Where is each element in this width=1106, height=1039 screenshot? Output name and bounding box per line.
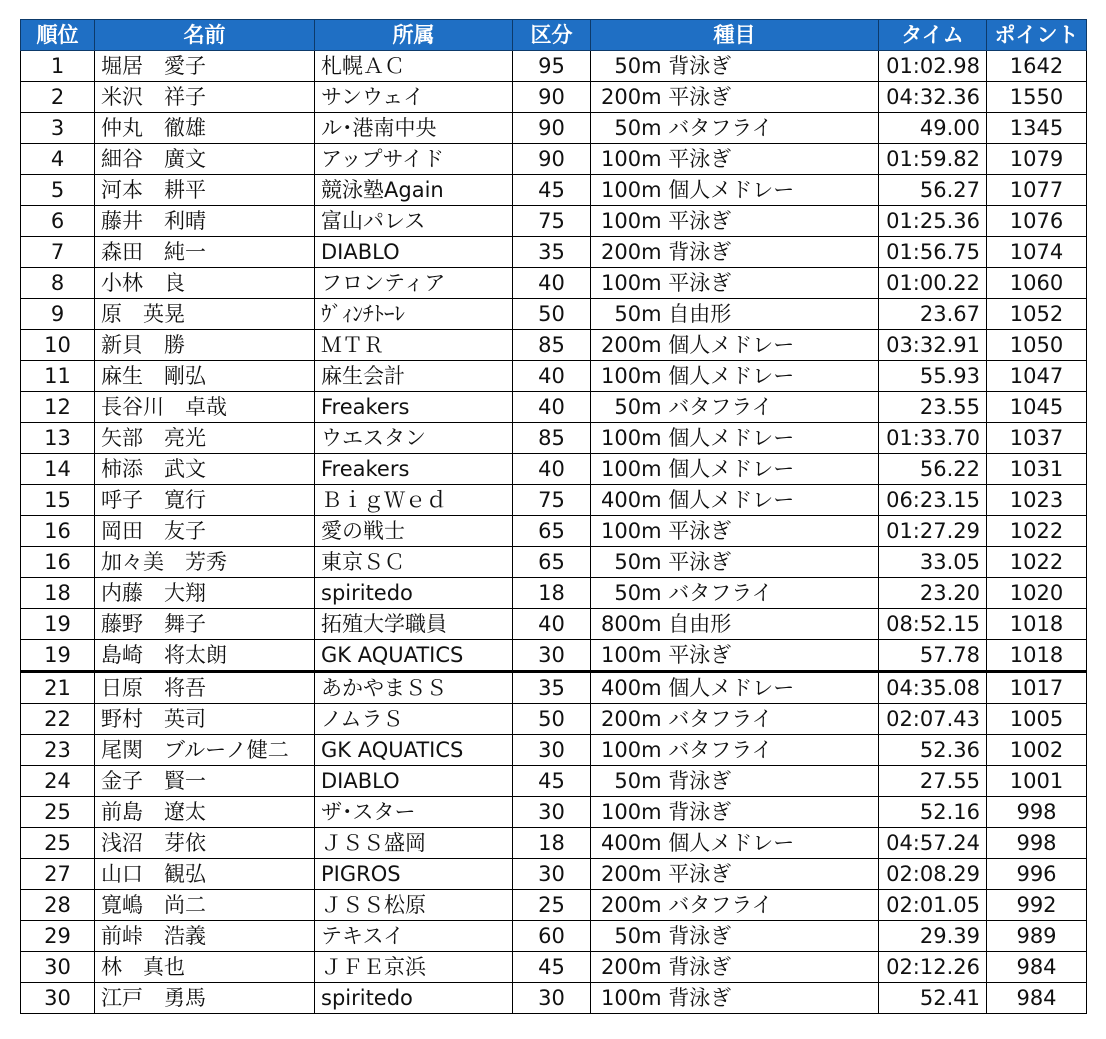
cell-division: 30	[513, 640, 591, 672]
cell-affiliation: spiritedo	[315, 983, 513, 1014]
cell-rank: 30	[21, 952, 95, 983]
cell-event: 400m 個人メドレー	[591, 828, 879, 859]
cell-rank: 12	[21, 392, 95, 423]
cell-division: 30	[513, 797, 591, 828]
cell-name: 矢部 亮光	[95, 423, 315, 454]
cell-points: 1022	[987, 516, 1087, 547]
cell-points: 1079	[987, 144, 1087, 175]
cell-event: 100m 個人メドレー	[591, 175, 879, 206]
cell-division: 35	[513, 237, 591, 268]
cell-division: 45	[513, 766, 591, 797]
cell-division: 60	[513, 921, 591, 952]
cell-name: 前島 遼太	[95, 797, 315, 828]
cell-division: 85	[513, 330, 591, 361]
cell-event: 100m 平泳ぎ	[591, 268, 879, 299]
cell-event: 400m 個人メドレー	[591, 485, 879, 516]
cell-event: 100m 個人メドレー	[591, 361, 879, 392]
cell-name: 島崎 将太朗	[95, 640, 315, 672]
table-row	[21, 547, 1087, 578]
cell-division: 40	[513, 392, 591, 423]
cell-name: 藤井 利晴	[95, 206, 315, 237]
table-row	[21, 735, 1087, 766]
cell-affiliation: GK AQUATICS	[315, 640, 513, 672]
cell-event: 50m バタフライ	[591, 113, 879, 144]
cell-affiliation: フロンティア	[315, 268, 513, 299]
cell-points: 1074	[987, 237, 1087, 268]
cell-affiliation: ザ･スター	[315, 797, 513, 828]
cell-name: 原 英晃	[95, 299, 315, 330]
cell-name: 野村 英司	[95, 704, 315, 735]
cell-name: 新貝 勝	[95, 330, 315, 361]
cell-time: 49.00	[879, 113, 987, 144]
cell-event: 200m バタフライ	[591, 704, 879, 735]
cell-time: 01:33.70	[879, 423, 987, 454]
cell-event: 50m バタフライ	[591, 392, 879, 423]
table-row	[21, 952, 1087, 983]
cell-time: 01:02.98	[879, 51, 987, 82]
table-row	[21, 640, 1087, 672]
cell-points: 1001	[987, 766, 1087, 797]
cell-affiliation: ＢｉｇＷｅｄ	[315, 485, 513, 516]
cell-points: 1045	[987, 392, 1087, 423]
cell-rank: 16	[21, 516, 95, 547]
cell-points: 998	[987, 797, 1087, 828]
cell-rank: 22	[21, 704, 95, 735]
cell-division: 25	[513, 890, 591, 921]
cell-time: 01:59.82	[879, 144, 987, 175]
header-division: 区分	[513, 20, 591, 51]
cell-name: 加々美 芳秀	[95, 547, 315, 578]
cell-rank: 1	[21, 51, 95, 82]
header-rank: 順位	[21, 20, 95, 51]
cell-event: 100m 平泳ぎ	[591, 516, 879, 547]
cell-rank: 7	[21, 237, 95, 268]
cell-affiliation: 愛の戦士	[315, 516, 513, 547]
cell-affiliation: spiritedo	[315, 578, 513, 609]
cell-affiliation: 東京ＳＣ	[315, 547, 513, 578]
cell-time: 04:32.36	[879, 82, 987, 113]
cell-rank: 8	[21, 268, 95, 299]
cell-event: 200m 個人メドレー	[591, 330, 879, 361]
cell-points: 1642	[987, 51, 1087, 82]
header-row	[21, 20, 1087, 51]
cell-affiliation: DIABLO	[315, 237, 513, 268]
table-row	[21, 330, 1087, 361]
cell-name: 林 真也	[95, 952, 315, 983]
cell-event: 100m 平泳ぎ	[591, 206, 879, 237]
cell-time: 55.93	[879, 361, 987, 392]
ranking-table	[20, 19, 1087, 1014]
table-row	[21, 299, 1087, 330]
cell-name: 尾関 ブルーノ健二	[95, 735, 315, 766]
cell-affiliation: ル･港南中央	[315, 113, 513, 144]
table-row	[21, 704, 1087, 735]
cell-points: 1076	[987, 206, 1087, 237]
cell-points: 1052	[987, 299, 1087, 330]
header-points: ポイント	[987, 20, 1087, 51]
table-body	[21, 51, 1087, 1014]
cell-affiliation: Freakers	[315, 392, 513, 423]
cell-rank: 23	[21, 735, 95, 766]
cell-name: 柿添 武文	[95, 454, 315, 485]
cell-points: 998	[987, 828, 1087, 859]
cell-event: 100m 平泳ぎ	[591, 640, 879, 672]
table-row	[21, 609, 1087, 640]
cell-rank: 15	[21, 485, 95, 516]
cell-time: 01:00.22	[879, 268, 987, 299]
cell-points: 1022	[987, 547, 1087, 578]
cell-rank: 3	[21, 113, 95, 144]
cell-affiliation: ウエスタン	[315, 423, 513, 454]
cell-points: 1017	[987, 672, 1087, 704]
cell-event: 200m 背泳ぎ	[591, 952, 879, 983]
cell-rank: 18	[21, 578, 95, 609]
cell-name: 細谷 廣文	[95, 144, 315, 175]
cell-division: 35	[513, 672, 591, 704]
cell-division: 90	[513, 144, 591, 175]
cell-points: 984	[987, 952, 1087, 983]
cell-time: 23.55	[879, 392, 987, 423]
header-time: タイム	[879, 20, 987, 51]
cell-name: 藤野 舞子	[95, 609, 315, 640]
cell-time: 04:35.08	[879, 672, 987, 704]
cell-division: 90	[513, 82, 591, 113]
cell-affiliation: ＪＳＳ盛岡	[315, 828, 513, 859]
cell-time: 29.39	[879, 921, 987, 952]
cell-event: 100m バタフライ	[591, 735, 879, 766]
cell-name: 前峠 浩義	[95, 921, 315, 952]
ranking-table-container	[20, 19, 1087, 1014]
cell-event: 200m 平泳ぎ	[591, 859, 879, 890]
cell-event: 400m 個人メドレー	[591, 672, 879, 704]
cell-division: 90	[513, 113, 591, 144]
cell-event: 50m 背泳ぎ	[591, 51, 879, 82]
cell-affiliation: 拓殖大学職員	[315, 609, 513, 640]
cell-affiliation: Freakers	[315, 454, 513, 485]
cell-points: 989	[987, 921, 1087, 952]
cell-name: 山口 観弘	[95, 859, 315, 890]
cell-points: 1020	[987, 578, 1087, 609]
cell-event: 100m 個人メドレー	[591, 423, 879, 454]
cell-division: 40	[513, 609, 591, 640]
cell-rank: 16	[21, 547, 95, 578]
cell-time: 52.41	[879, 983, 987, 1014]
cell-points: 1018	[987, 640, 1087, 672]
cell-affiliation: PIGROS	[315, 859, 513, 890]
cell-name: 麻生 剛弘	[95, 361, 315, 392]
cell-rank: 27	[21, 859, 95, 890]
cell-division: 30	[513, 859, 591, 890]
cell-affiliation: あかやまＳＳ	[315, 672, 513, 704]
cell-division: 95	[513, 51, 591, 82]
cell-affiliation: アップサイド	[315, 144, 513, 175]
table-row	[21, 828, 1087, 859]
cell-points: 1060	[987, 268, 1087, 299]
cell-rank: 25	[21, 797, 95, 828]
cell-name: 日原 将吾	[95, 672, 315, 704]
cell-affiliation: GK AQUATICS	[315, 735, 513, 766]
cell-event: 50m 背泳ぎ	[591, 921, 879, 952]
cell-affiliation: 富山パレス	[315, 206, 513, 237]
cell-time: 01:27.29	[879, 516, 987, 547]
header-affiliation: 所属	[315, 20, 513, 51]
cell-event: 200m バタフライ	[591, 890, 879, 921]
table-row	[21, 890, 1087, 921]
cell-event: 800m 自由形	[591, 609, 879, 640]
cell-event: 100m 個人メドレー	[591, 454, 879, 485]
cell-division: 40	[513, 454, 591, 485]
cell-time: 02:07.43	[879, 704, 987, 735]
header-event: 種目	[591, 20, 879, 51]
cell-rank: 19	[21, 640, 95, 672]
cell-time: 02:01.05	[879, 890, 987, 921]
cell-time: 01:25.36	[879, 206, 987, 237]
cell-division: 18	[513, 828, 591, 859]
cell-name: 岡田 友子	[95, 516, 315, 547]
table-row	[21, 392, 1087, 423]
cell-division: 50	[513, 704, 591, 735]
cell-points: 996	[987, 859, 1087, 890]
cell-time: 52.36	[879, 735, 987, 766]
cell-event: 100m 背泳ぎ	[591, 983, 879, 1014]
table-row	[21, 206, 1087, 237]
cell-name: 長谷川 卓哉	[95, 392, 315, 423]
cell-points: 1550	[987, 82, 1087, 113]
table-row	[21, 82, 1087, 113]
cell-points: 1050	[987, 330, 1087, 361]
cell-time: 57.78	[879, 640, 987, 672]
cell-affiliation: ノムラＳ	[315, 704, 513, 735]
cell-rank: 19	[21, 609, 95, 640]
cell-time: 01:56.75	[879, 237, 987, 268]
cell-points: 1077	[987, 175, 1087, 206]
cell-rank: 6	[21, 206, 95, 237]
cell-division: 45	[513, 952, 591, 983]
cell-time: 04:57.24	[879, 828, 987, 859]
cell-rank: 4	[21, 144, 95, 175]
cell-points: 1345	[987, 113, 1087, 144]
table-row	[21, 485, 1087, 516]
cell-time: 56.22	[879, 454, 987, 485]
cell-time: 02:12.26	[879, 952, 987, 983]
cell-rank: 14	[21, 454, 95, 485]
cell-event: 100m 平泳ぎ	[591, 144, 879, 175]
cell-event: 50m 自由形	[591, 299, 879, 330]
cell-points: 1018	[987, 609, 1087, 640]
cell-affiliation: ＪＳＳ松原	[315, 890, 513, 921]
table-row	[21, 361, 1087, 392]
cell-event: 200m 平泳ぎ	[591, 82, 879, 113]
header-name: 名前	[95, 20, 315, 51]
cell-name: 河本 耕平	[95, 175, 315, 206]
cell-time: 52.16	[879, 797, 987, 828]
table-row	[21, 578, 1087, 609]
cell-event: 50m 背泳ぎ	[591, 766, 879, 797]
cell-rank: 25	[21, 828, 95, 859]
cell-affiliation: ＭＴＲ	[315, 330, 513, 361]
cell-rank: 11	[21, 361, 95, 392]
table-row	[21, 766, 1087, 797]
table-row	[21, 237, 1087, 268]
cell-affiliation: ｳﾞｨﾝﾁﾄｰﾚ	[315, 299, 513, 330]
cell-name: 金子 賢一	[95, 766, 315, 797]
cell-points: 992	[987, 890, 1087, 921]
cell-rank: 21	[21, 672, 95, 704]
cell-rank: 2	[21, 82, 95, 113]
table-row	[21, 516, 1087, 547]
cell-name: 浅沼 芽依	[95, 828, 315, 859]
cell-division: 65	[513, 516, 591, 547]
table-row	[21, 859, 1087, 890]
cell-name: 小林 良	[95, 268, 315, 299]
cell-points: 984	[987, 983, 1087, 1014]
table-row	[21, 51, 1087, 82]
cell-name: 堀居 愛子	[95, 51, 315, 82]
table-row	[21, 983, 1087, 1014]
cell-name: 仲丸 徹雄	[95, 113, 315, 144]
cell-time: 03:32.91	[879, 330, 987, 361]
cell-points: 1047	[987, 361, 1087, 392]
table-row	[21, 144, 1087, 175]
cell-points: 1031	[987, 454, 1087, 485]
cell-rank: 30	[21, 983, 95, 1014]
cell-time: 08:52.15	[879, 609, 987, 640]
cell-rank: 28	[21, 890, 95, 921]
table-row	[21, 175, 1087, 206]
cell-event: 100m 背泳ぎ	[591, 797, 879, 828]
cell-points: 1002	[987, 735, 1087, 766]
cell-event: 200m 背泳ぎ	[591, 237, 879, 268]
cell-affiliation: DIABLO	[315, 766, 513, 797]
cell-points: 1005	[987, 704, 1087, 735]
cell-time: 23.67	[879, 299, 987, 330]
table-row	[21, 797, 1087, 828]
cell-affiliation: 札幌ＡＣ	[315, 51, 513, 82]
cell-division: 18	[513, 578, 591, 609]
cell-division: 65	[513, 547, 591, 578]
cell-time: 02:08.29	[879, 859, 987, 890]
cell-name: 内藤 大翔	[95, 578, 315, 609]
cell-rank: 29	[21, 921, 95, 952]
cell-division: 50	[513, 299, 591, 330]
cell-rank: 5	[21, 175, 95, 206]
cell-division: 75	[513, 485, 591, 516]
cell-affiliation: 麻生会計	[315, 361, 513, 392]
table-row	[21, 921, 1087, 952]
cell-affiliation: 競泳塾Again	[315, 175, 513, 206]
cell-division: 30	[513, 983, 591, 1014]
cell-event: 50m バタフライ	[591, 578, 879, 609]
cell-division: 75	[513, 206, 591, 237]
table-row	[21, 454, 1087, 485]
cell-time: 56.27	[879, 175, 987, 206]
cell-time: 06:23.15	[879, 485, 987, 516]
cell-time: 33.05	[879, 547, 987, 578]
cell-division: 30	[513, 735, 591, 766]
cell-division: 45	[513, 175, 591, 206]
cell-time: 23.20	[879, 578, 987, 609]
table-row	[21, 672, 1087, 704]
cell-affiliation: ＪＦＥ京浜	[315, 952, 513, 983]
cell-rank: 10	[21, 330, 95, 361]
cell-name: 米沢 祥子	[95, 82, 315, 113]
cell-name: 江戸 勇馬	[95, 983, 315, 1014]
cell-time: 27.55	[879, 766, 987, 797]
table-row	[21, 113, 1087, 144]
table-row	[21, 268, 1087, 299]
cell-points: 1037	[987, 423, 1087, 454]
cell-points: 1023	[987, 485, 1087, 516]
cell-name: 寛嶋 尚二	[95, 890, 315, 921]
cell-name: 森田 純一	[95, 237, 315, 268]
cell-division: 40	[513, 268, 591, 299]
cell-rank: 9	[21, 299, 95, 330]
cell-rank: 24	[21, 766, 95, 797]
cell-affiliation: テキスイ	[315, 921, 513, 952]
cell-event: 50m 平泳ぎ	[591, 547, 879, 578]
table-row	[21, 423, 1087, 454]
cell-name: 呼子 寛行	[95, 485, 315, 516]
cell-affiliation: サンウェイ	[315, 82, 513, 113]
cell-division: 85	[513, 423, 591, 454]
cell-rank: 13	[21, 423, 95, 454]
cell-division: 40	[513, 361, 591, 392]
